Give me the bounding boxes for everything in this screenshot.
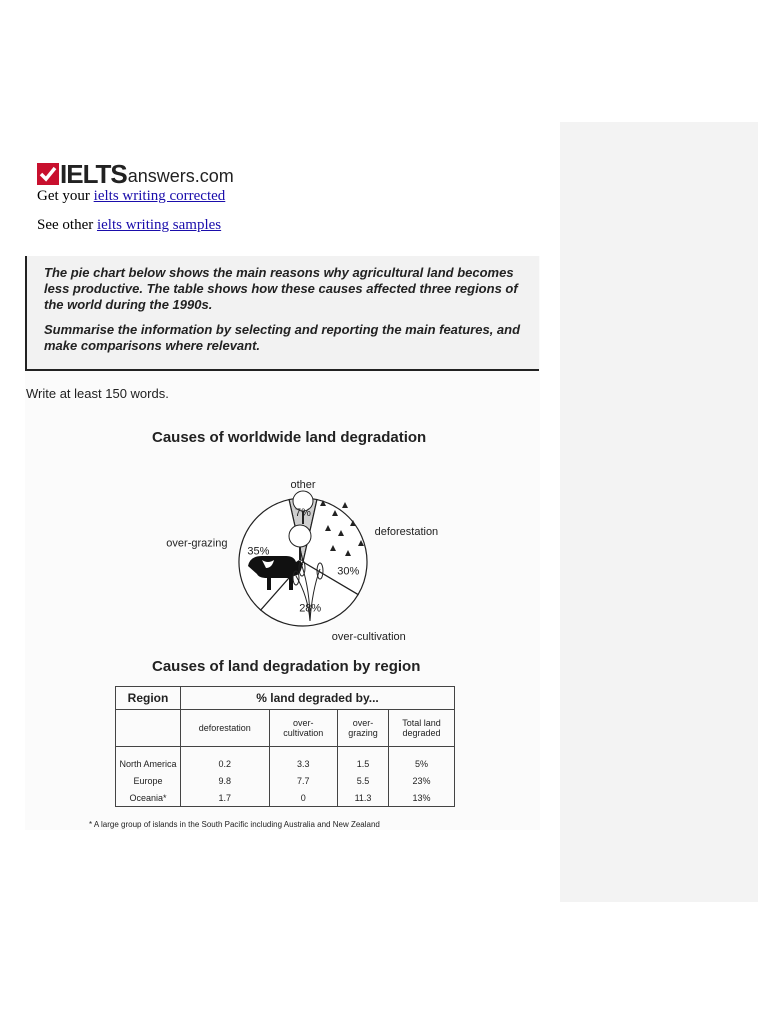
column-header-row [116, 710, 455, 747]
prompt-paragraph-1: The pie chart below shows the main reasons why agricultural land becomes less productive. The table shows how these causes affected three regions of the world during the 1990s. [44, 265, 518, 312]
logo-text-rest: answers.com [127, 166, 234, 186]
task-image [25, 256, 540, 830]
column-header-line: Total land [402, 718, 441, 728]
table-row [116, 789, 455, 807]
task-prompt-box [25, 256, 539, 371]
column-header-line: cultivation [283, 728, 324, 738]
ielts-answers-logo[interactable] [37, 157, 234, 189]
column-header-line: over- [293, 718, 314, 728]
corrected-line [37, 188, 225, 205]
table-cell-value: 1.7 [181, 789, 270, 807]
table-cell-value: 11.3 [338, 789, 389, 807]
pie-label-over-grazing: over-grazing [166, 537, 228, 550]
table-title: Causes of land degradation by region [152, 658, 421, 675]
table-cell-region: Europe [116, 772, 181, 789]
table-cell-value: 5% [388, 747, 454, 773]
table-cell-value: 5.5 [338, 772, 389, 789]
table-cell-value: 0 [269, 789, 337, 807]
column-header-over-grazing [338, 710, 389, 747]
table-cell-value: 1.5 [338, 747, 389, 773]
table-cell-value: 3.3 [269, 747, 337, 773]
checkmark-logo-icon [37, 163, 59, 185]
pie-label-deforestation: deforestation [374, 526, 439, 539]
table-cell-value: 13% [388, 789, 454, 807]
prompt-paragraph-2: Summarise the information by selecting and reporting the main features, and make comparisons where relevant. [44, 322, 521, 353]
header-group: % land degraded by... [181, 687, 455, 710]
pie-value-other: 7% [295, 507, 311, 520]
table-row [116, 772, 455, 789]
table-cell-value: 7.7 [269, 772, 337, 789]
corrected-prefix: Get your [37, 188, 94, 204]
pie-value-over-cultivation: 28% [299, 602, 322, 615]
column-header-deforestation [181, 710, 270, 747]
pie-value-over-grazing: 35% [247, 545, 270, 558]
column-header-line: degraded [402, 728, 441, 738]
pie-chart [120, 456, 440, 646]
table-row [116, 747, 455, 773]
column-header-line: deforestation [198, 723, 251, 733]
word-count-instruction: Write at least 150 words. [26, 386, 169, 401]
table-cell-value: 9.8 [181, 772, 270, 789]
comment-sidebar [560, 122, 758, 902]
column-header-line: over- [352, 718, 374, 728]
writing-samples-link[interactable]: ielts writing samples [96, 217, 222, 233]
pie-chart-title: Causes of worldwide land degradation [152, 429, 427, 446]
logo-text-bold: IELTS [60, 159, 127, 189]
pie-label-other: other [290, 479, 316, 491]
table-cell-region: Oceania* [116, 789, 181, 807]
degradation-table [115, 686, 455, 807]
column-header-line: grazing [348, 728, 378, 738]
table-cell-value: 23% [388, 772, 454, 789]
table-cell-region: North America [116, 747, 181, 773]
writing-corrected-link[interactable]: ielts writing corrected [93, 188, 226, 204]
column-header-total-land-degraded [388, 710, 454, 747]
header-region-blank [116, 710, 181, 747]
pie-value-deforestation: 30% [337, 565, 360, 578]
table-footnote: * A large group of islands in the South Pacific including Australia and New Zealand [89, 820, 380, 829]
header-region: Region [116, 687, 181, 710]
samples-prefix: See other [37, 217, 97, 233]
pie-label-over-cultivation: over-cultivation [331, 631, 406, 643]
column-header-over-cultivation [269, 710, 337, 747]
samples-line [37, 217, 221, 234]
table-cell-value: 0.2 [181, 747, 270, 773]
